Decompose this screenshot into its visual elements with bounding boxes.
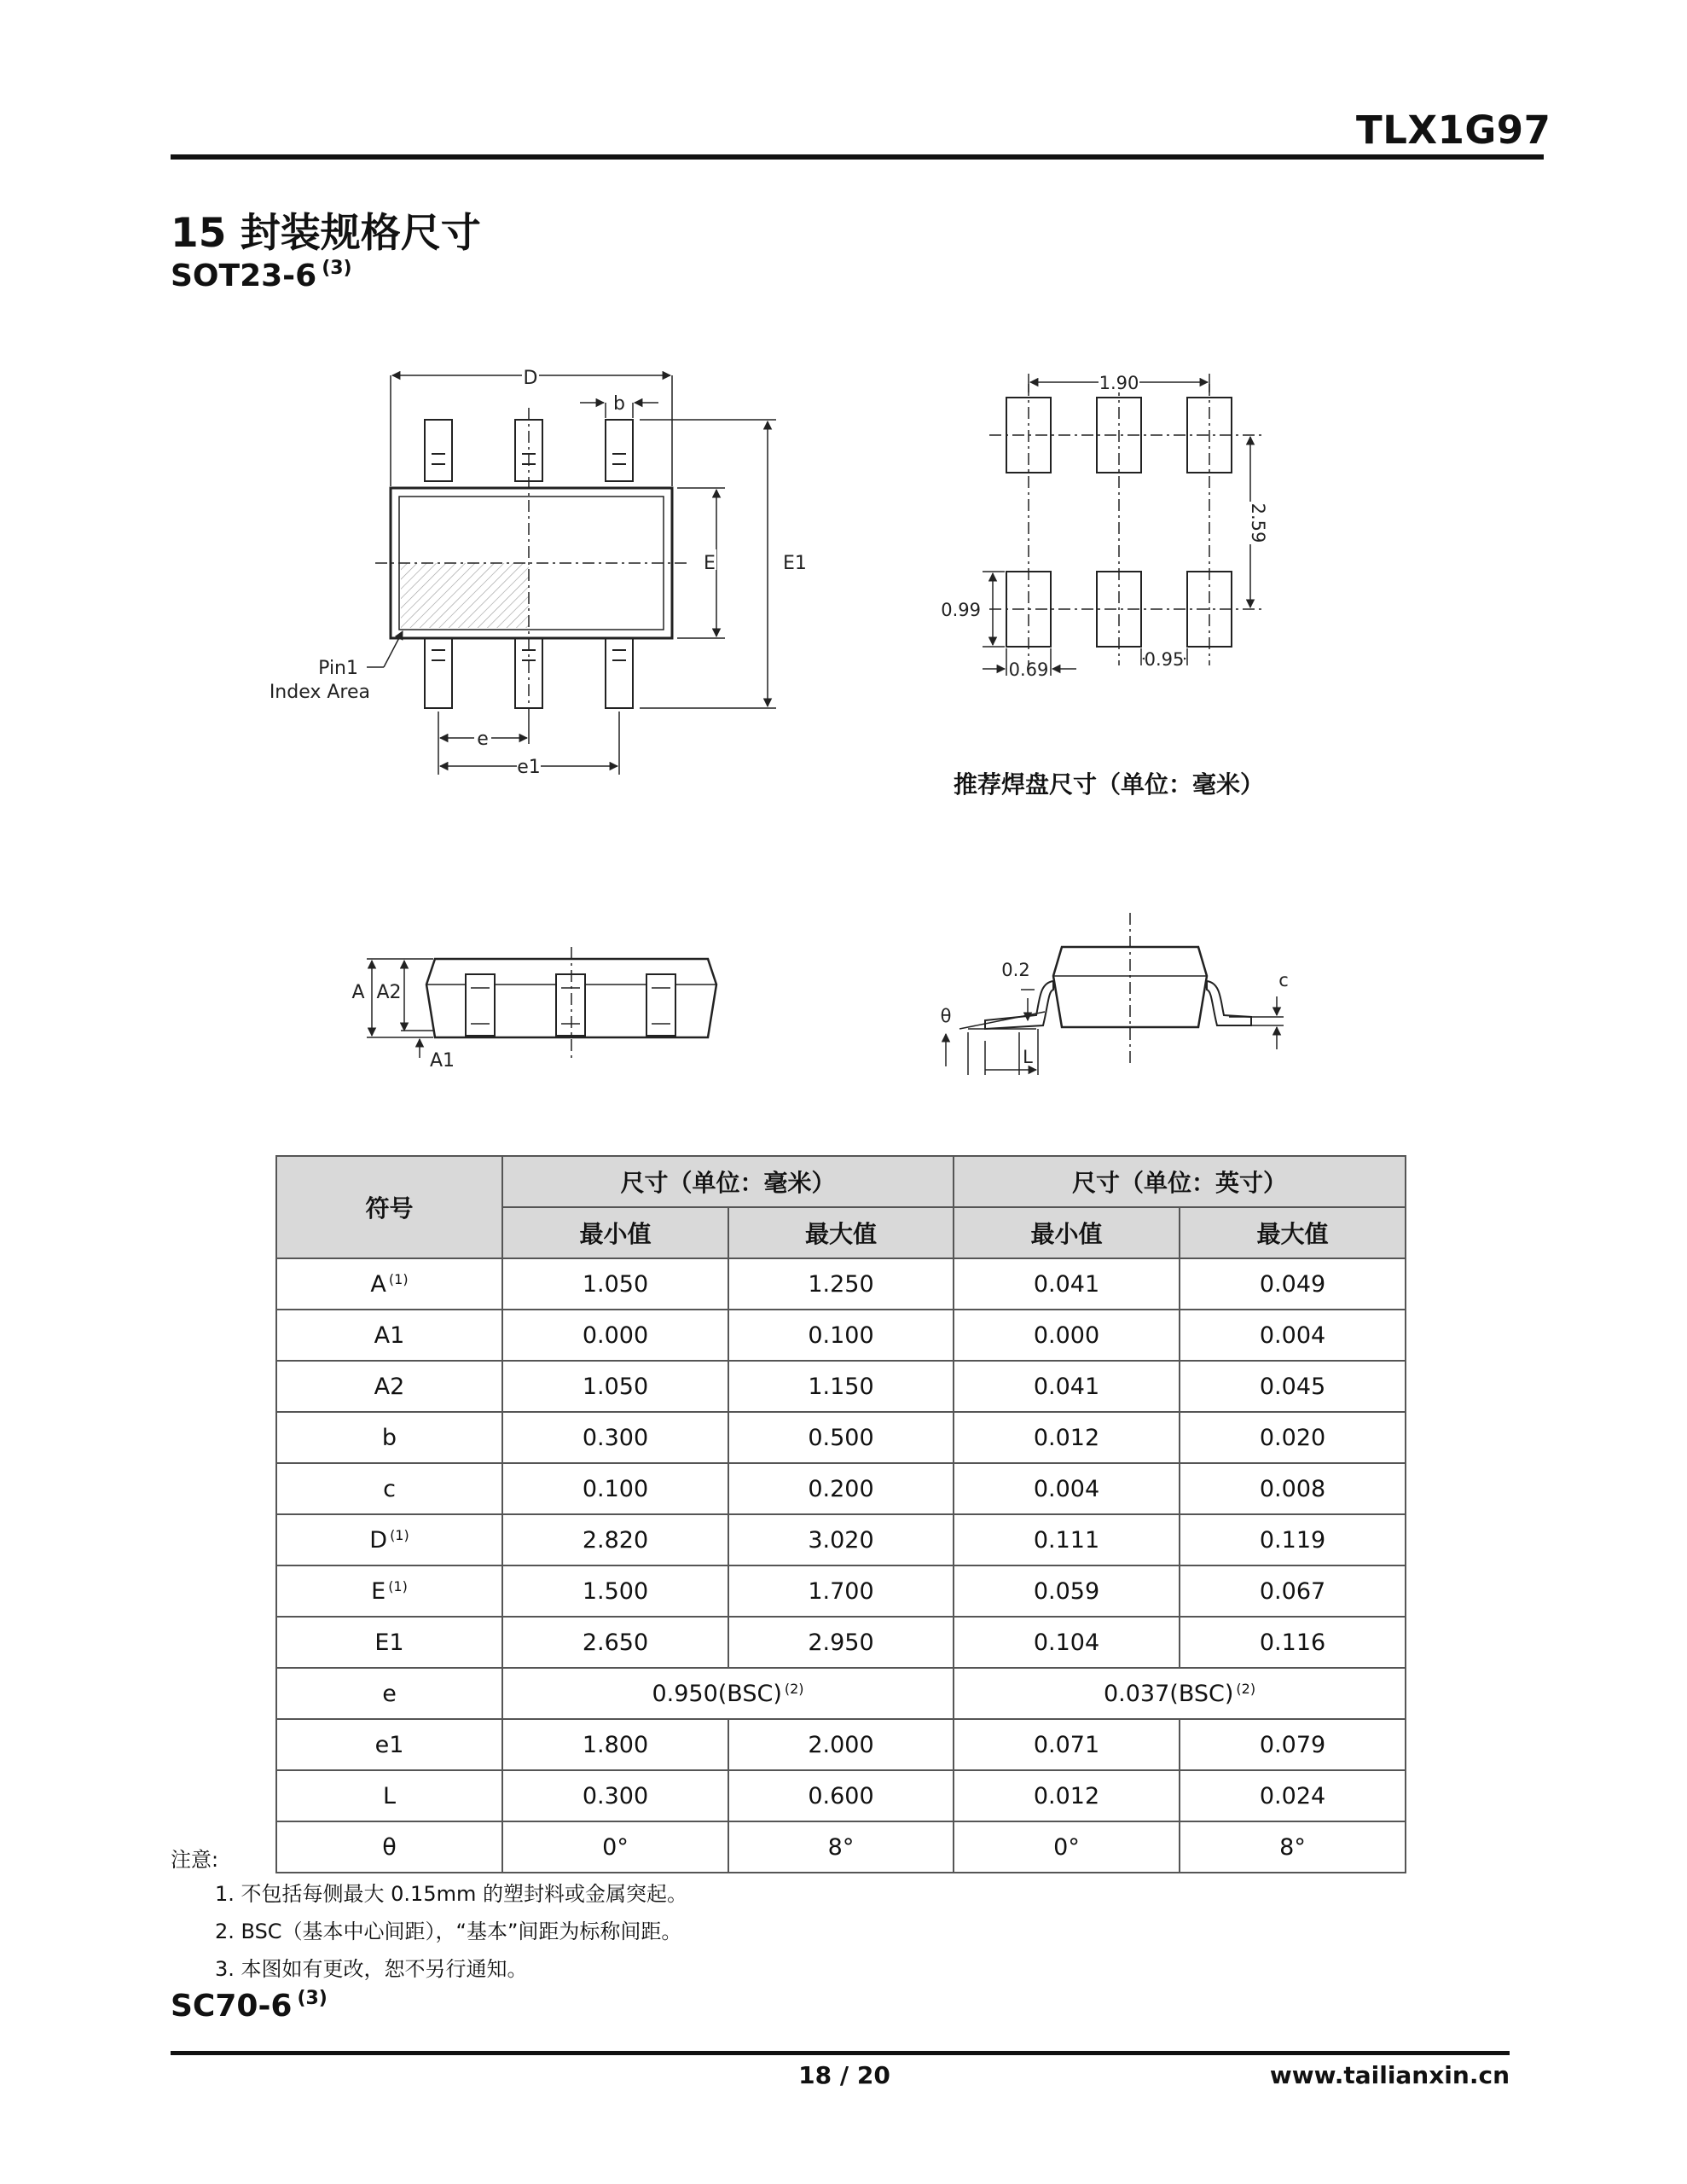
cell-mm-min-value: 0.300: [582, 1782, 649, 1809]
cell-mm-max-value: 0.500: [808, 1424, 874, 1451]
note-1: 1. 不包括每侧最大 0.15mm 的塑封料或金属突起。: [215, 1882, 687, 1906]
cell-mm-max: [728, 1258, 954, 1310]
cell-mm-max: [728, 1310, 954, 1361]
table-row: [276, 1310, 1406, 1361]
table-row: [276, 1719, 1406, 1770]
label-L: L: [1023, 1047, 1033, 1067]
label-e1: e1: [517, 757, 541, 778]
header-mm-max: 最大值: [728, 1207, 954, 1258]
cell-in-min: [954, 1514, 1180, 1565]
cell-symbol: [276, 1719, 502, 1770]
cell-in-min: [954, 1361, 1180, 1412]
cell-symbol-value: c: [383, 1475, 396, 1502]
pad-layout-caption: 推荐焊盘尺寸（单位：毫米）: [954, 770, 1265, 799]
cell-mm-min: [502, 1258, 728, 1310]
table-row: [276, 1412, 1406, 1463]
cell-in-max-value: 0.079: [1259, 1731, 1326, 1758]
label-0-2: 0.2: [1001, 960, 1030, 980]
cell-mm-min: [502, 1821, 728, 1873]
cell-in-max: [1180, 1412, 1406, 1463]
cell-symbol: [276, 1463, 502, 1514]
header-in-min: 最小值: [954, 1207, 1180, 1258]
cell-mm-min: [502, 1463, 728, 1514]
note-3: 3. 本图如有更改，恕不另行通知。: [215, 1957, 528, 1981]
header-inch: 尺寸（单位：英寸）: [954, 1156, 1406, 1207]
cell-mm-max-value: 1.150: [808, 1373, 874, 1400]
package-title-sot23-6: [171, 258, 352, 293]
cell-mm-max-value: 0.600: [808, 1782, 874, 1809]
cell-in-max: [1180, 1258, 1406, 1310]
cell-mm-max: [728, 1719, 954, 1770]
note-2: 2. BSC（基本中心间距），“基本”间距为标称间距。: [215, 1920, 682, 1943]
cell-in-max-value: 0.116: [1259, 1629, 1326, 1656]
cell-in-min: [954, 1412, 1180, 1463]
cell-in-max-value: 0.067: [1259, 1577, 1326, 1605]
cell-mm-min-value: 0.000: [582, 1321, 649, 1349]
top-view-drawing: [264, 358, 810, 785]
cell-in-max: [1180, 1514, 1406, 1565]
cell-symbol: [276, 1361, 502, 1412]
cell-footnote-ref: (1): [388, 1577, 408, 1594]
profile-lead-right: [1207, 981, 1251, 1025]
package-name: SC70-6: [171, 1989, 293, 2024]
table-row: [276, 1463, 1406, 1514]
cell-in-max: [1180, 1310, 1406, 1361]
part-number: TLX1G97: [1356, 107, 1551, 153]
cell-mm-min-value: 1.050: [582, 1373, 649, 1400]
cell-mm-min: [502, 1412, 728, 1463]
cell-mm-max-value: 0.100: [808, 1321, 874, 1349]
cell-mm-max-value: 1.250: [808, 1270, 874, 1298]
label-gap-0-95: 0.95: [1144, 649, 1185, 670]
label-c: c: [1278, 970, 1289, 990]
cell-mm-min: [502, 1565, 728, 1617]
label-pin1: Pin1: [318, 658, 358, 679]
cell-symbol-value: θ: [382, 1833, 397, 1861]
cell-symbol-value: L: [382, 1782, 397, 1809]
cell-mm-min-value: 0.100: [582, 1475, 649, 1502]
cell-in-max-value: 0.020: [1259, 1424, 1326, 1451]
cell-mm-min-value: 0.300: [582, 1424, 649, 1451]
cell-in-bsc: [954, 1668, 1406, 1719]
label-E: E: [704, 553, 716, 574]
table-row: [276, 1258, 1406, 1310]
cell-footnote-ref: (2): [1236, 1680, 1256, 1697]
pad-layout-drawing: [938, 358, 1279, 700]
notes-title: 注意:: [171, 1848, 219, 1872]
footer-rule: [171, 2051, 1510, 2055]
cell-in-max-value: 0.119: [1259, 1526, 1326, 1554]
label-A1: A1: [430, 1050, 455, 1072]
cell-symbol: [276, 1668, 502, 1719]
cell-mm-min: [502, 1310, 728, 1361]
cell-symbol: [276, 1514, 502, 1565]
cell-mm-max: [728, 1770, 954, 1821]
cell-in-min: [954, 1565, 1180, 1617]
cell-in-min-value: 0.012: [1033, 1782, 1100, 1809]
cell-in-min-value: 0.041: [1033, 1373, 1100, 1400]
lead-profile-drawing: [934, 904, 1326, 1101]
cell-in-max: [1180, 1719, 1406, 1770]
cell-mm-max: [728, 1565, 954, 1617]
cell-in-max-value: 0.008: [1259, 1475, 1326, 1502]
cell-mm-max: [728, 1361, 954, 1412]
cell-in-min-value: 0°: [1053, 1833, 1080, 1861]
cell-in-max-value: 0.049: [1259, 1270, 1326, 1298]
dimension-table: [275, 1155, 1406, 1873]
cell-mm-max: [728, 1463, 954, 1514]
cell-in-min-value: 0.071: [1033, 1731, 1100, 1758]
table-row: [276, 1514, 1406, 1565]
cell-mm-max-value: 8°: [827, 1833, 855, 1861]
page-number: 18 / 20: [798, 2061, 890, 2089]
cell-mm-min-value: 1.500: [582, 1577, 649, 1605]
cell-mm-min: [502, 1361, 728, 1412]
table-row: [276, 1617, 1406, 1668]
label-E1: E1: [783, 553, 807, 574]
cell-mm-min-value: 0°: [602, 1833, 629, 1861]
cell-footnote-ref: (1): [388, 1270, 409, 1287]
cell-symbol-value: E: [371, 1577, 386, 1605]
cell-in-max: [1180, 1565, 1406, 1617]
cell-mm-min: [502, 1770, 728, 1821]
cell-mm-max-value: 1.700: [808, 1577, 874, 1605]
table-row: [276, 1565, 1406, 1617]
cell-mm-max-value: 2.000: [808, 1731, 874, 1758]
cell-in-max: [1180, 1770, 1406, 1821]
pin1-index-area: [401, 563, 529, 628]
cell-in-bsc-value: 0.037(BSC): [1103, 1680, 1234, 1707]
header-in-max: 最大值: [1180, 1207, 1406, 1258]
cell-in-min: [954, 1821, 1180, 1873]
cell-in-min-value: 0.111: [1033, 1526, 1100, 1554]
label-pitch-1-90: 1.90: [1099, 373, 1139, 393]
cell-in-max-value: 0.004: [1259, 1321, 1326, 1349]
cell-in-min-value: 0.000: [1033, 1321, 1100, 1349]
cell-symbol: [276, 1565, 502, 1617]
header-mm: 尺寸（单位：毫米）: [502, 1156, 954, 1207]
cell-symbol: [276, 1821, 502, 1873]
cell-symbol: [276, 1770, 502, 1821]
cell-mm-min-value: 1.800: [582, 1731, 649, 1758]
cell-in-max: [1180, 1617, 1406, 1668]
section-title: 15 封装规格尺寸: [171, 210, 481, 257]
cell-mm-max: [728, 1821, 954, 1873]
package-note-ref: (3): [297, 1988, 328, 2009]
cell-in-max-value: 8°: [1279, 1833, 1306, 1861]
label-span-2-59: 2.59: [1248, 502, 1268, 543]
package-note-ref: (3): [322, 258, 352, 279]
cell-mm-min-value: 2.650: [582, 1629, 649, 1656]
label-A: A: [351, 982, 365, 1003]
cell-footnote-ref: (2): [784, 1680, 804, 1697]
cell-symbol-value: e1: [374, 1731, 404, 1758]
label-pad-height-0-99: 0.99: [941, 600, 981, 620]
side-view-drawing: [341, 930, 751, 1083]
label-b: b: [613, 393, 625, 415]
cell-symbol: [276, 1310, 502, 1361]
cell-symbol: [276, 1412, 502, 1463]
cell-footnote-ref: (1): [390, 1526, 409, 1543]
label-index-area: Index Area: [269, 682, 370, 703]
website: www.tailianxin.cn: [1269, 2061, 1510, 2089]
cell-in-max-value: 0.024: [1259, 1782, 1326, 1809]
cell-in-max-value: 0.045: [1259, 1373, 1326, 1400]
cell-mm-bsc: [502, 1668, 954, 1719]
cell-symbol: [276, 1617, 502, 1668]
cell-symbol-value: D: [369, 1526, 388, 1554]
cell-in-max: [1180, 1821, 1406, 1873]
cell-mm-min-value: 2.820: [582, 1526, 649, 1554]
cell-mm-min-value: 1.050: [582, 1270, 649, 1298]
table-row: [276, 1821, 1406, 1873]
header-mm-min: 最小值: [502, 1207, 728, 1258]
cell-in-min-value: 0.012: [1033, 1424, 1100, 1451]
cell-symbol-value: A1: [374, 1321, 405, 1349]
cell-in-min: [954, 1617, 1180, 1668]
label-A2: A2: [376, 982, 402, 1003]
cell-symbol-value: A: [370, 1270, 386, 1298]
cell-in-min: [954, 1770, 1180, 1821]
cell-mm-min: [502, 1617, 728, 1668]
cell-mm-max: [728, 1412, 954, 1463]
header-rule: [171, 154, 1544, 160]
label-theta: θ: [940, 1006, 952, 1026]
cell-in-min-value: 0.041: [1033, 1270, 1100, 1298]
label-e: e: [477, 729, 489, 750]
cell-in-max: [1180, 1463, 1406, 1514]
cell-mm-max: [728, 1514, 954, 1565]
cell-in-min-value: 0.004: [1033, 1475, 1100, 1502]
cell-symbol-value: b: [381, 1424, 397, 1451]
cell-mm-max-value: 0.200: [808, 1475, 874, 1502]
cell-symbol-value: E1: [374, 1629, 404, 1656]
cell-mm-max: [728, 1617, 954, 1668]
cell-in-min-value: 0.104: [1033, 1629, 1100, 1656]
cell-in-min: [954, 1258, 1180, 1310]
table-row: [276, 1668, 1406, 1719]
package-name: SOT23-6: [171, 258, 317, 293]
cell-symbol-value: e: [382, 1680, 397, 1707]
header-symbol: 符号: [276, 1156, 502, 1258]
cell-in-max: [1180, 1361, 1406, 1412]
label-D: D: [523, 368, 538, 389]
cell-mm-min: [502, 1719, 728, 1770]
table-row: [276, 1770, 1406, 1821]
cell-in-min: [954, 1310, 1180, 1361]
cell-in-min: [954, 1719, 1180, 1770]
cell-mm-max-value: 3.020: [808, 1526, 874, 1554]
cell-symbol: [276, 1258, 502, 1310]
package-title-sc70-6: [171, 1988, 328, 2024]
cell-mm-min: [502, 1514, 728, 1565]
cell-mm-bsc-value: 0.950(BSC): [652, 1680, 782, 1707]
cell-mm-max-value: 2.950: [808, 1629, 874, 1656]
cell-in-min: [954, 1463, 1180, 1514]
cell-symbol-value: A2: [374, 1373, 405, 1400]
table-row: [276, 1361, 1406, 1412]
cell-in-min-value: 0.059: [1033, 1577, 1100, 1605]
label-pad-width-0-69: 0.69: [1008, 659, 1049, 680]
